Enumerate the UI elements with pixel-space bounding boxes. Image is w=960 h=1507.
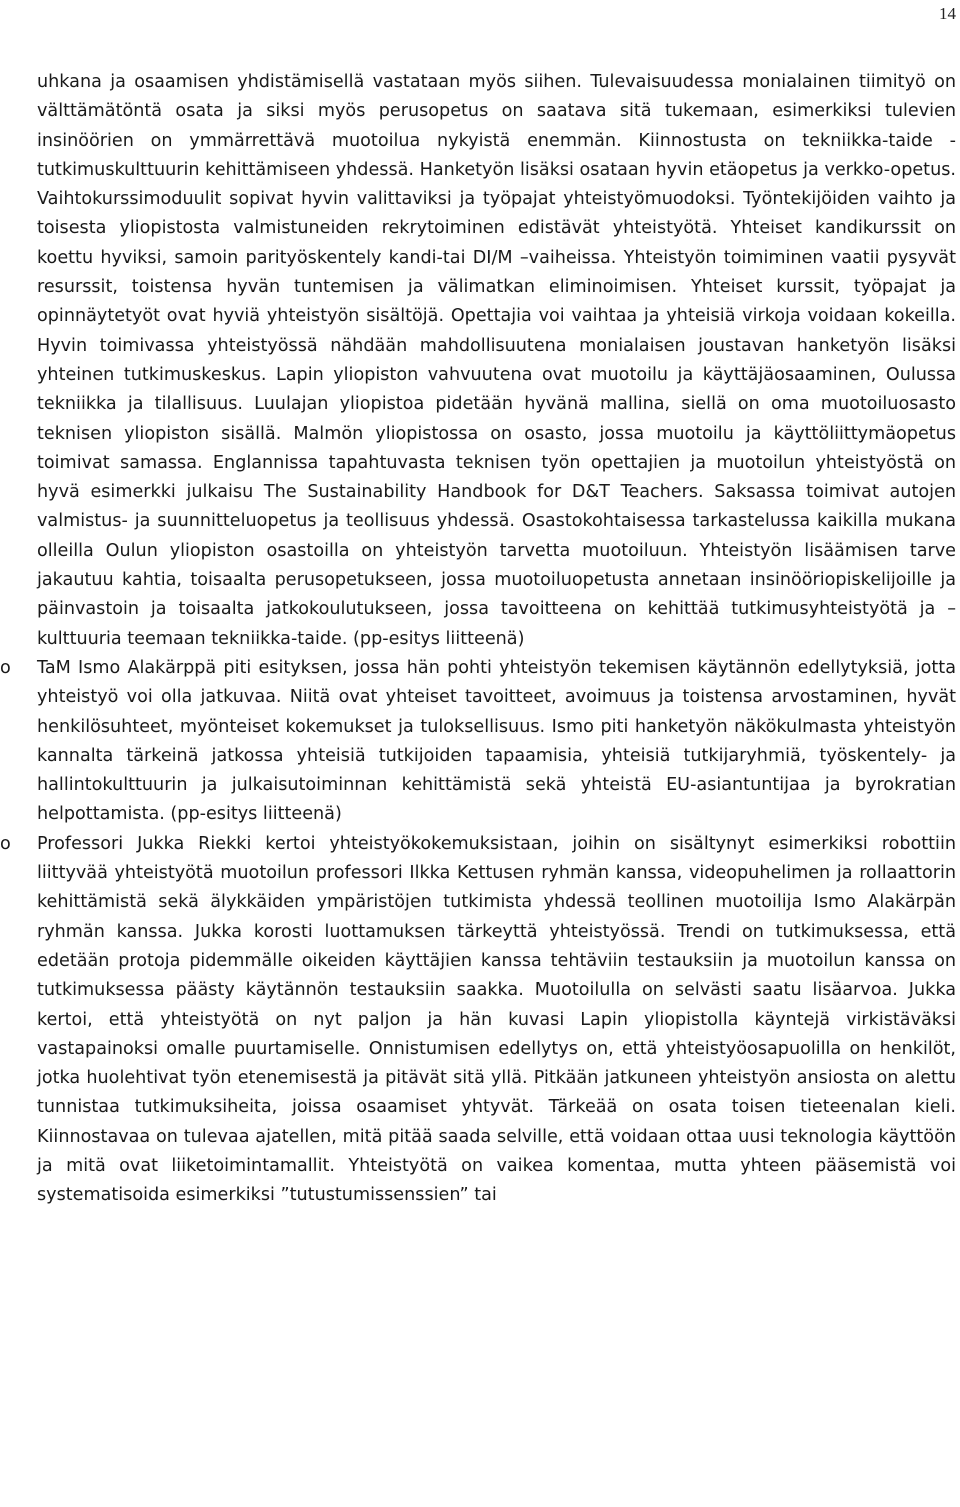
page-number: 14	[939, 4, 956, 23]
bullet-item-alakarppa	[0, 654, 956, 830]
bullet-text: TaM Ismo Alakärppä piti esityksen, jossa hän pohti yhteistyön tekemisen käytännön edellytyksiä, jotta yhteistyö voi olla jatkuvaa. Niitä ovat yhteiset tavoitteet, avoimuus ja toistensa arvostaminen, hyvät henkilösuhteet, myönteiset kokemukset ja tuloksellisuus. Ismo piti hanketyön näkökulmasta yhteistyön kannalta tärkeinä jatkossa yhteisiä tutkijoiden tapaamisia, yhteisiä tutkijaryhmiä, työskentely- ja hallintokulttuurin ja julkaisutoiminnan kehittämistä sekä yhteistä EU-asiantuntijaa ja byrokratian helpottamista. (pp-esitys liitteenä)	[37, 657, 956, 825]
intro-paragraph: uhkana ja osaamisen yhdistämisellä vastataan myös siihen. Tulevaisuudessa monialainen tiimityö on välttämätöntä osata ja siksi myös perusopetus on saatava sitä tukemaan, esimerkiksi tulevien insinöörien on ymmärrettävä muotoilua nykyistä enemmän. Kiinnostusta on tekniikka-taide -tutkimuskulttuurin kehittämiseen yhdessä. Hanketyön lisäksi osataan hyvin etäopetus ja verkko-opetus. Vaihtokurssimoduulit sopivat hyvin valittaviksi ja työpajat yhteistyömuodoksi. Työntekijöiden vaihto ja toisesta yliopistosta valmistuneiden rekrytoiminen edistävät yhteistyötä. Yhteiset kandikurssit on koettu hyviksi, samoin parityöskentely kandi-tai DI/M –vaiheissa. Yhteistyön toimiminen vaatii pysyvät resurssit, toistensa hyvän tuntemisen ja välimatkan eliminoimisen. Yhteiset kurssit, työpajat ja opinnäytetyöt ovat hyviä yhteistyön sisältöjä. Opettajia voi vaihtaa ja yhteisiä virkoja voidaan kokeilla. Hyvin toimivassa yhteistyössä nähdään mahdollisuutena monialaisen joustavan hanketyön lisäksi yhteinen tutkimuskeskus. Lapin yliopiston vahvuutena ovat muotoilu ja käyttäjäosaaminen, Oulussa tekniikka ja tilallisuus. Luulajan yliopistoa pidetään hyvänä mallina, siellä on oma muotoiluosasto teknisen yliopiston sisällä. Malmön yliopistossa on osasto, jossa muotoilu ja käyttöliittymäopetus toimivat samassa. Englannissa tapahtuvasta teknisen työn opettajien ja muotoilun yhteistyöstä on hyvä esimerkki julkaisu The Sustainability Handbook for D&T Teachers. Saksassa toimivat autojen valmistus- ja suunnitteluopetus ja teollisuus yhdessä. Osastokohtaisessa tarkastelussa kaikilla mukana olleilla Oulun yliopiston osastoilla on yhteistyön tarvetta muotoiluun. Yhteistyön lisäämisen tarve jakautuu kahtia, toisaalta perusopetukseen, jossa muotoiluopetusta annetaan insinööriopiskelijoille ja päinvastoin ja toisaalta jatkokoulutukseen, jossa tavoitteena on kehittää tutkimusyhteistyötä ja –kulttuuria teemaan tekniikka-taide. (pp-esitys liitteenä)	[37, 72, 956, 649]
bullet-marker: o	[0, 833, 11, 854]
bullet-item-riekki	[0, 830, 956, 1211]
bullet-marker: o	[0, 657, 11, 678]
bullet-text: Professori Jukka Riekki kertoi yhteistyökokemuksistaan, joihin on sisältynyt esimerkiksi robottiin liittyvää yhteistyötä muotoilun professori Ilkka Kettusen ryhmän kanssa, videopuhelimen ja rollaattorin kehittämistä sekä älykkäiden ympäristöjen tutkimista yhdessä teollinen muotoilija Ismo Alakärpän ryhmän kanssa. Jukka korosti luottamuksen tärkeyttä yhteistyössä. Trendi on tutkimuksessa, että edetään protoja pidemmälle oikeiden käyttäjien kanssa tehtäviin testauksiin ja muotoilun kanssa on tutkimuksessa päästy käytännön testauksiin saakka. Muotoilulla on selvästi saatu lisäarvoa. Jukka kertoi, että yhteistyötä on nyt paljon ja hän kuvasi Lapin yliopistolla käyntejä virkistäväksi vastapainoksi omalle puurtamiselle. Onnistumisen edellytys on, että yhteistyöosapuolilla on henkilöt, jotka huolehtivat työn etenemisestä ja pitävät sitä yllä. Pitkään jatkuneen yhteistyön ansiosta on alettu tunnistaa tutkimuksiheita, joissa osaamiset yhtyvät. Tärkeää on osata toisen tieteenalan kieli. Kiinnostavaa on tulevaa ajatellen, mitä pitää saada selville, että voidaan ottaa uusi teknologia käyttöön ja mitä ovat liiketoimintamallit. Yhteistyötä on vaikea komentaa, mutta yhteen pääsemistä voi systematisoida esimerkiksi ”tutustumissenssien” tai	[37, 833, 956, 1206]
document-body	[0, 68, 956, 1211]
